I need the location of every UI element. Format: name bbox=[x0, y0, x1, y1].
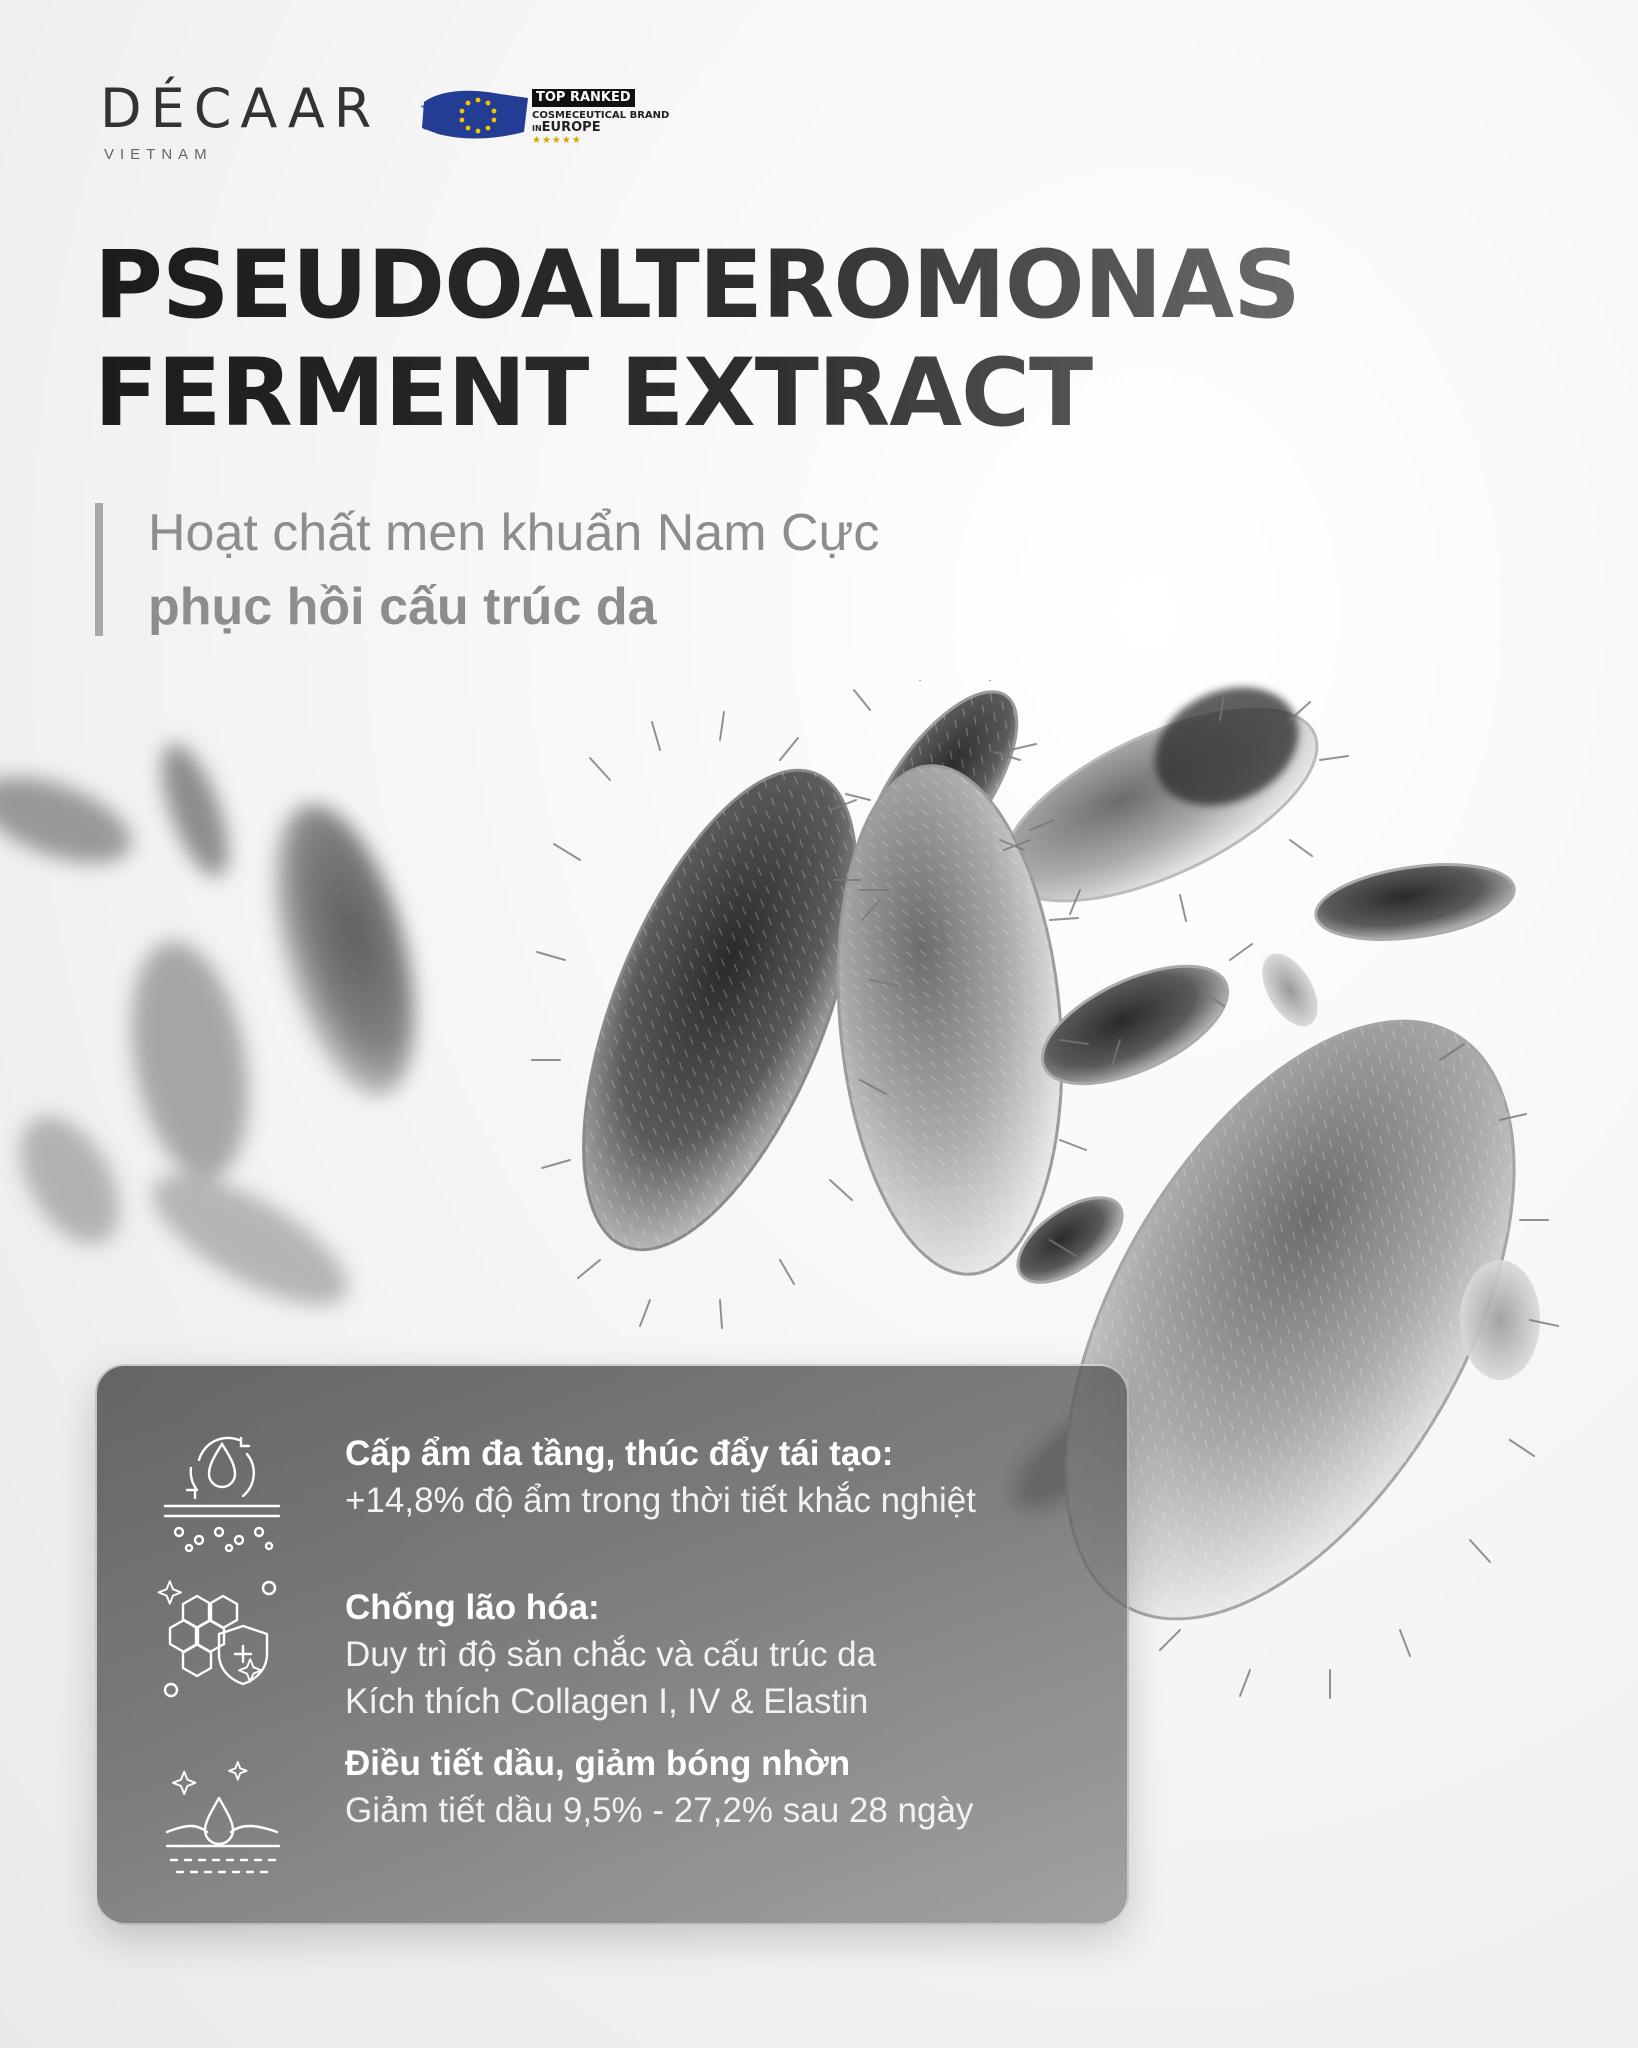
anti-aging-shield-icon bbox=[157, 1574, 287, 1704]
brand-logo bbox=[100, 77, 381, 163]
subtitle-line-2: phục hồi cấu trúc da bbox=[148, 578, 657, 636]
eu-flag-icon bbox=[420, 84, 532, 146]
oil-control-icon bbox=[157, 1754, 287, 1884]
feature-detail: Kích thích Collagen I, IV & Elastin bbox=[345, 1682, 869, 1721]
feature-detail: Duy trì độ săn chắc và cấu trúc da bbox=[345, 1635, 877, 1674]
top-ranked-badge bbox=[420, 82, 670, 150]
moisture-skin-icon bbox=[157, 1424, 287, 1554]
subtitle-accent-bar bbox=[95, 503, 103, 636]
feature-title: Cấp ẩm đa tầng, thúc đẩy tái tạo: bbox=[345, 1434, 894, 1473]
subtitle bbox=[148, 496, 879, 644]
title-line-1: PSEUDOALTEROMONAS bbox=[94, 231, 1300, 340]
feature-title: Điều tiết dầu, giảm bóng nhờn bbox=[345, 1744, 851, 1783]
title-line-2: FERMENT EXTRACT bbox=[94, 340, 1300, 448]
badge-in: IN bbox=[532, 124, 542, 134]
badge-stars: ★★★★★ bbox=[532, 134, 582, 146]
feature-detail: Giảm tiết dầu 9,5% - 27,2% sau 28 ngày bbox=[345, 1791, 974, 1830]
features-card bbox=[95, 1364, 1129, 1925]
badge-cosmeceutical: COSMECEUTICAL BRAND bbox=[532, 110, 670, 122]
page-title bbox=[94, 232, 1300, 448]
brand-name: DÉCAAR bbox=[100, 77, 381, 140]
badge-europe: EUROPE bbox=[541, 120, 601, 136]
badge-top-ranked: TOP RANKED bbox=[532, 89, 635, 107]
subtitle-line-1: Hoạt chất men khuẩn Nam Cực bbox=[148, 504, 880, 562]
brand-subtitle: VIETNAM bbox=[104, 146, 213, 163]
feature-title: Chống lão hóa: bbox=[345, 1588, 600, 1627]
feature-detail: +14,8% độ ẩm trong thời tiết khắc nghiệt bbox=[345, 1481, 976, 1520]
